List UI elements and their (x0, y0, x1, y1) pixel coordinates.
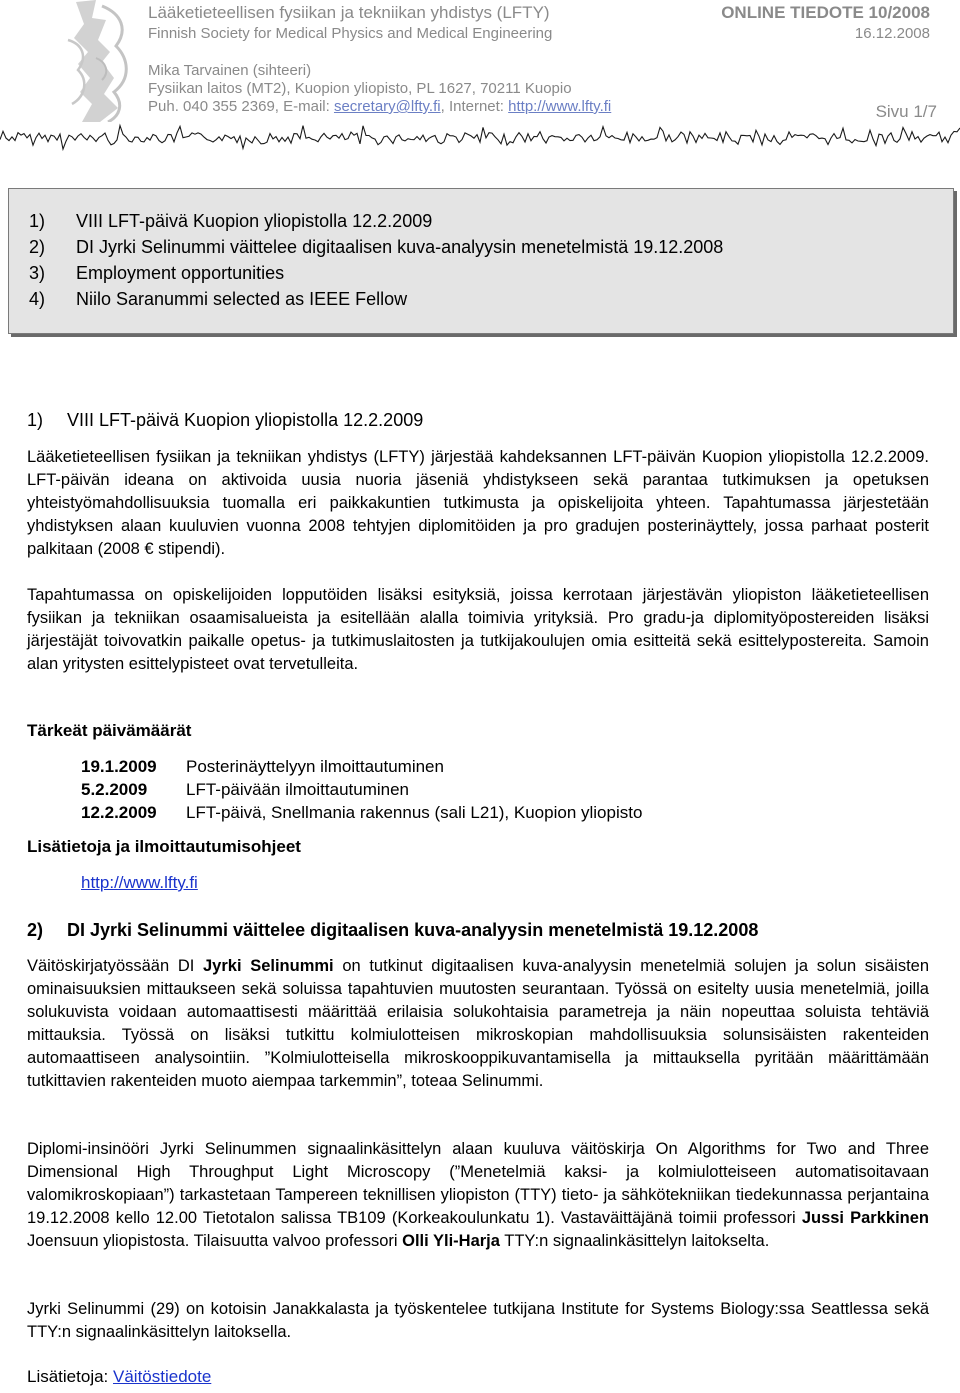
info-link-wrap (81, 873, 198, 893)
contact-name: Mika Tarvainen (sihteeri) (148, 62, 312, 79)
contact-address: Fysiikan laitos (MT2), Kuopion yliopisto, PL 1627, 70211 Kuopio (148, 80, 572, 97)
section1-title: VIII LFT-päivä Kuopion yliopistolla 12.2.2009 (67, 410, 424, 430)
more-info-line (27, 1367, 211, 1387)
internet-label: , Internet: (440, 98, 509, 115)
text-run: Diplomi-insinööri Jyrki Selinummen signaalinkäsittelyn alaan kuuluva väitöskirja On Algorithms for Two and Three Dimensional High Throughput Light Microscopy (”Menetelmiä kaksi- ja kolmiulotteiseen automatisoitavaan valomikroskopiaan”) tarkastetaan Tampereen teknillisen yliopiston (TTY) tieto- ja sähkötekniikan tiedekunnassa perjantaina 19.12.2008 kello 12.00 Tietotalon salissa TB109 (Korkeakoulunkatu 1). Vastaväittäjänä toimii professori (27, 1140, 929, 1227)
opponent-name: Jussi Parkkinen (801, 1209, 929, 1227)
notice-date: 16.12.2008 (854, 25, 930, 42)
date-text: LFT-päivä, Snellmania rakennus (sali L21), Kuopion yliopisto (186, 803, 643, 822)
toc-item[interactable] (29, 263, 284, 284)
date-value: 5.2.2009 (81, 780, 148, 799)
section2-number: 2) (27, 920, 44, 940)
lfty-website-link[interactable]: http://www.lfty.fi (81, 873, 198, 892)
more-info-label: Lisätietoja: (27, 1367, 113, 1386)
org-name-fi: Lääketieteellisen fysiikan ja tekniikan yhdistys (LFTY) (148, 3, 550, 22)
important-dates-heading: Tärkeät päivämäärät (27, 721, 192, 740)
date-value: 12.2.2009 (81, 803, 157, 822)
contact-line (148, 98, 611, 115)
date-text: Posterinäyttelyyn ilmoittautuminen (186, 757, 444, 776)
notice-label: ONLINE TIEDOTE 10/2008 (721, 3, 930, 22)
section2-title: DI Jyrki Selinummi väittelee digitaalisen kuva-analyysin menetelmistä 19.12.2008 (67, 920, 759, 940)
section2-heading (27, 920, 758, 941)
dissertation-notice-link[interactable]: Väitöstiedote (113, 1367, 212, 1386)
contact-phone: Puh. 040 355 2369, E-mail: (148, 98, 334, 115)
email-link[interactable]: secretary@lfty.fi (333, 98, 441, 115)
section1-paragraph1: Lääketieteellisen fysiikan ja tekniikan yhdistys (LFTY) järjestää kahdeksannen LFT-päivän Kuopion yliopistolla 12.2.2009. LFT-päivän ideana on aktivoida uusia nuoria jäseniä yhdistykseen sekä parantaa tutkimuksen ja opetuksen yhteistyömahdollisuuksia tuomalla eri paikkakuntien tutkimusta ja opiskelijoita yhteen. Tapahtumassa järjestetään yhdistyksen alaan kuuluvien vuonna 2008 tehtyjen diplomitöiden ja pro gradujen posterinäyttely, jossa parhaat posterit palkitaan (2008 € stipendi). (27, 448, 929, 558)
text-run: on tutkinut digitaalisen kuva-analyysin menetelmiä solujen ja solun sisäisten ominaisuuksien mittaukseen sekä soluissa tapahtuvien muutosten seurantaan. Työssä on esitelty uusia menetelmiä, joilla solukuvista voidaan automaattisesti määrittää erilaisia solukohtaisia parametreja ja näin nopeuttaa soluista tehtäviä mittauksia. Työssä on lisäksi tutkittu kolmiulotteisen mikroskopian mahdollisuuksia solunsisäisten rakenteiden automaattiseen analysointiin. ”Kolmiulotteisella mikroskooppikuvantamisella ja mittauksella pyritään määrittämään tutkittavien rakenteiden muoto aiempaa tarkemmin”, toteaa Selinummi. (27, 957, 930, 1090)
toc-text: Niilo Saranummi selected as IEEE Fellow (76, 289, 408, 309)
info-heading: Lisätietoja ja ilmoittautumisohjeet (27, 837, 301, 856)
date-value: 19.1.2009 (81, 757, 157, 776)
org-name-en: Finnish Society for Medical Physics and Medical Engineering (148, 25, 553, 42)
text-run: Joensuun yliopistosta. Tilaisuutta valvoo professori (27, 1232, 403, 1250)
date-text: LFT-päivään ilmoittautuminen (186, 780, 410, 799)
text-run: Väitöskirjatyössään DI (27, 957, 203, 975)
section2-paragraph2 (27, 1138, 929, 1253)
website-link[interactable]: http://www.lfty.fi (508, 98, 612, 115)
date-row (81, 757, 444, 777)
toc-item[interactable] (29, 237, 723, 258)
toc-number: 4) (29, 289, 46, 309)
toc-text: VIII LFT-päivä Kuopion yliopistolla 12.2.2009 (76, 211, 433, 231)
date-row (81, 780, 409, 800)
toc-item[interactable] (29, 289, 407, 310)
toc-text: Employment opportunities (76, 263, 285, 283)
toc-number: 1) (29, 211, 46, 231)
toc-text: DI Jyrki Selinummi väittelee digitaalisen kuva-analyysin menetelmistä 19.12.2008 (76, 237, 724, 257)
signal-waveform (0, 122, 960, 154)
section1-paragraph2: Tapahtumassa on opiskelijoiden lopputöiden lisäksi esityksiä, joissa kerrotaan järjestävän yliopiston lääketieteellisen fysiikan ja tekniikan osaamisalueista ja esitellään alalla toimivia yrityksiä. Pro gradu-ja diplomityöpostereiden lisäksi järjestäjät toivovatkin paikalle opetus- ja tutkimuslaitosten ja tutkijakoulujen omia esitteitä sekä esittelypostereita. Samoin alan yritysten esittelypisteet ovat tervetulleita. (27, 586, 929, 673)
date-row (81, 803, 642, 823)
section2-paragraph1 (27, 955, 929, 1093)
toc-box (8, 188, 954, 334)
person-name: Jyrki Selinummi (203, 957, 334, 975)
page-number: Sivu 1/7 (875, 102, 937, 121)
text-run: TTY:n signaalinkäsittelyn laitokselta. (499, 1232, 770, 1250)
section1-number: 1) (27, 410, 44, 430)
section2-paragraph3: Jyrki Selinummi (29) on kotoisin Janakkalasta ja työskentelee tutkijana Institute for Systems Biology:ssa Seattlessa sekä TTY:n signaalinkäsittelyn laitoksella. (27, 1300, 929, 1341)
lfty-logo-icon (62, 0, 140, 122)
page-header (0, 0, 960, 160)
section1-heading (27, 410, 423, 431)
toc-number: 2) (29, 237, 46, 257)
toc-number: 3) (29, 263, 46, 283)
toc-item[interactable] (29, 211, 432, 232)
supervisor-name: Olli Yli-Harja (402, 1232, 500, 1250)
